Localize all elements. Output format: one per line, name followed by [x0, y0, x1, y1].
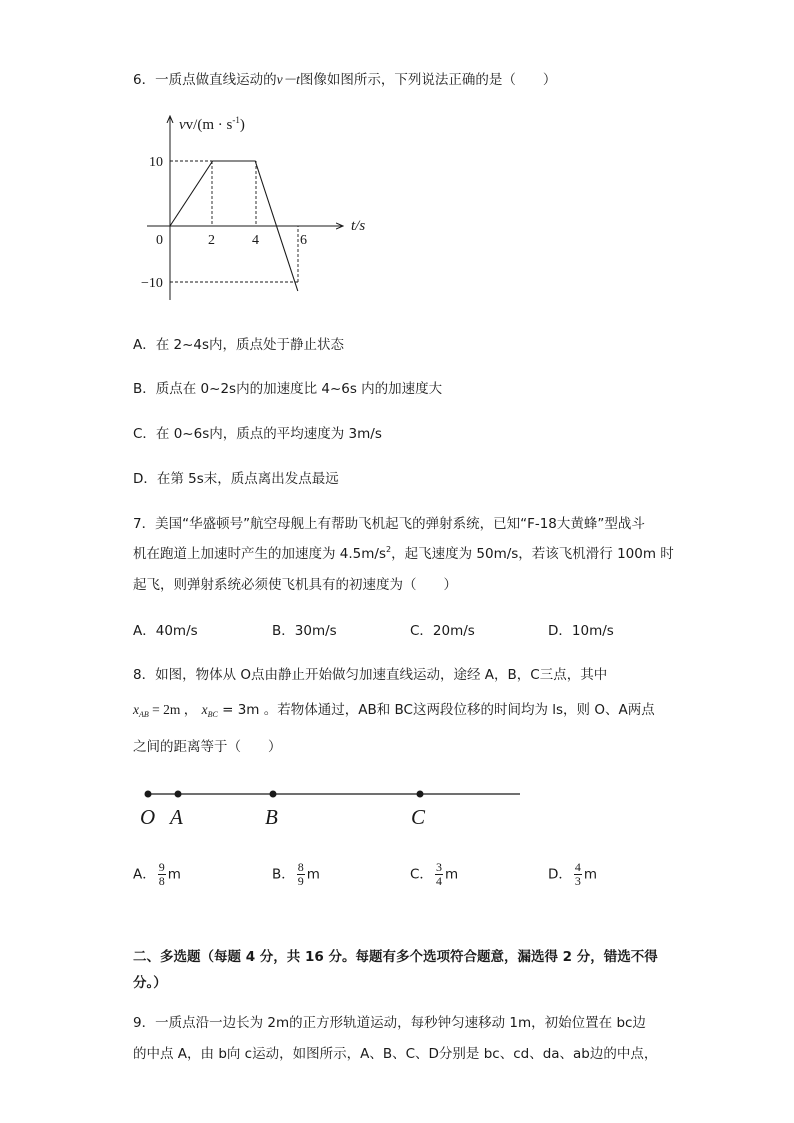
q6-stem-suffix: 图像如图所示，下列说法正确的是（ ） [299, 72, 557, 88]
q8-option-b-frac: $\frac{8}{9}$ [297, 860, 304, 888]
x-axis-label: t/s [351, 218, 366, 234]
q8-option-a-frac: $\frac{9}{8}$ [158, 860, 165, 888]
q6-vt-graph [135, 108, 385, 308]
point-b-label: B [265, 805, 278, 829]
q8-option-d-label: D． [548, 866, 572, 883]
point-o-dot [145, 791, 152, 798]
xbc-sub: BC [207, 710, 218, 719]
q6-option-b[interactable]: B．质点在 0~2s内的加速度比 4~6s 内的加速度大 [133, 381, 443, 397]
y-tick-label: −10 [141, 276, 163, 291]
point-a-label: A [170, 805, 183, 829]
q7-line2-suffix: ，起飞速度为 50m/s，若该飞机滑行 100m 时 [391, 546, 674, 562]
q6-stem-math: v－t [276, 72, 300, 87]
q8-option-c-frac: $\frac{3}{4}$ [435, 860, 442, 888]
x-tick-label: 4 [252, 233, 259, 248]
point-a-dot [175, 791, 182, 798]
xab-val: = 2m ， [148, 702, 198, 717]
q8-line1: 8．如图，物体从 O点由静止开始做匀加速直线运动，途经 A，B，C三点，其中 [133, 667, 608, 683]
q8-option-b-label: B． [272, 866, 295, 883]
q8-option-b[interactable]: B． $\frac{8}{9}$ m [272, 860, 320, 888]
q8-option-d[interactable]: D． $\frac{4}{3}$ m [548, 860, 598, 888]
q7-option-c[interactable]: C．20m/s [410, 623, 475, 639]
q9-line1: 9．一质点沿一边长为 2m的正方形轨道运动，每秒钟匀速移动 1m，初始位置在 bc边 [133, 1015, 646, 1031]
q7-line2-sup: 2 [386, 545, 392, 554]
q7-line2 [133, 542, 674, 562]
q8-line2 [133, 698, 655, 719]
q6-option-c[interactable]: C．在 0~6s内，质点的平均速度为 3m/s [133, 426, 382, 442]
guide-lines [170, 161, 298, 282]
q8-option-a[interactable]: A． $\frac{9}{8}$ m [133, 860, 181, 888]
q6-option-d[interactable]: D．在第 5s末，质点离出发点最远 [133, 471, 339, 487]
q6-stem [133, 68, 556, 88]
q7-line1: 7．美国“华盛顿号”航空母舰上有帮助飞机起飞的弹射系统，已知“F-18大黄蜂”型战斗 [133, 516, 645, 532]
q7-option-b[interactable]: B．30m/s [272, 623, 337, 639]
q7-line3: 起飞，则弹射系统必须使飞机具有的初速度为（ ） [133, 577, 457, 593]
point-c-label: C [411, 805, 426, 829]
q8-option-a-label: A． [133, 866, 156, 883]
xab-var: x [133, 702, 139, 717]
q9-line2: 的中点 A，由 b向 c运动，如图所示，A、B、C、D分别是 bc、cd、da、ab边的中点， [133, 1046, 658, 1062]
point-c-dot [417, 791, 424, 798]
q8-line3: 之间的距离等于（ ） [133, 739, 282, 755]
q6-stem-prefix: 6．一质点做直线运动的 [133, 72, 277, 88]
point-o-label: O [140, 805, 156, 829]
origin-label: 0 [156, 233, 163, 248]
q8-option-d-frac: $\frac{4}{3}$ [574, 860, 581, 888]
xbc-var: x [201, 702, 208, 717]
q8-line-diagram [135, 780, 535, 830]
y-axis-label: $vv/(m \cdot s^{-1})$ [179, 115, 245, 133]
x-tick-label: 2 [208, 233, 215, 248]
section2-heading-line1: 二、多选题（每题 4 分，共 16 分。每题有多个选项符合题意，漏选得 2 分，错选不得 [133, 949, 658, 965]
xbc-val: = 3m 。若物体通过，AB和 BC这两段位移的时间均为 ls，则 O、A两点 [217, 702, 655, 718]
q7-option-a[interactable]: A．40m/s [133, 623, 198, 639]
q7-options [133, 619, 653, 649]
q8-options [133, 853, 653, 889]
y-tick-label: 10 [149, 155, 163, 170]
q7-option-d[interactable]: D．10m/s [548, 623, 614, 639]
point-b-dot [270, 791, 277, 798]
xab-sub: AB [139, 710, 149, 719]
q7-line2-prefix: 机在跑道上加速时产生的加速度为 4.5m/s [133, 546, 386, 562]
q8-option-c[interactable]: C． $\frac{3}{4}$ m [410, 860, 459, 888]
q8-option-c-label: C． [410, 866, 433, 883]
x-tick-label: 6 [300, 233, 307, 248]
q6-option-a[interactable]: A．在 2~4s内，质点处于静止状态 [133, 337, 345, 353]
section2-heading-line2: 分。） [133, 975, 167, 991]
